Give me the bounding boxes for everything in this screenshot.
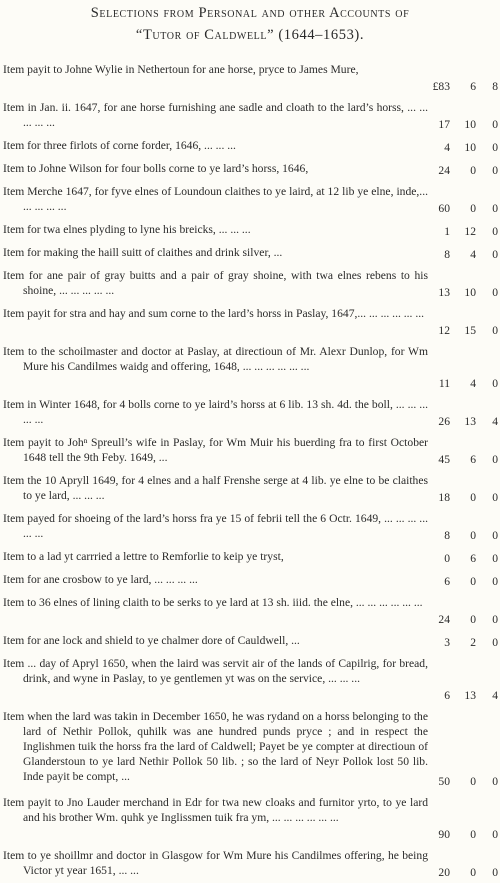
account-entry: [0, 792, 500, 845]
entry-text: Item payed for shoeing of the lard’s horss fra ye 15 of febrii tell the 6 Octr. 1649, ... ... ... ... ... ...: [3, 512, 428, 540]
entry-amount: [406, 117, 498, 132]
account-entry: [0, 653, 500, 706]
amount-pence: 0: [492, 118, 498, 131]
amount-pounds: 3: [444, 636, 450, 649]
amount-shillings: 2: [470, 636, 476, 649]
entry-amount: [406, 79, 498, 94]
entry-text: Item ... day of Apryl 1650, when the laird was servit air of the lands of Capilrig, for bread, drink, and wyne in Paslay, to ye gentlemen yt was on the service, ... ... ...: [3, 657, 428, 685]
amount-pounds: 26: [438, 415, 450, 428]
amount-pence: 0: [492, 775, 498, 788]
amount-shillings: 10: [464, 286, 476, 299]
amount-pounds: 90: [438, 828, 450, 841]
amount-pence: 0: [492, 575, 498, 588]
entry-text: Item for three firlots of corne forder, 1646, ... ... ...: [3, 139, 236, 152]
page-title: Selections from Personal and other Accounts of: [90, 5, 410, 21]
account-entry: [0, 59, 500, 97]
entry-amount: [406, 163, 498, 178]
amount-pence: 0: [492, 324, 498, 337]
entry-amount: [406, 551, 498, 566]
amount-pounds: 8: [444, 529, 450, 542]
amount-pence: 0: [492, 613, 498, 626]
amount-pounds: 17: [438, 118, 450, 131]
account-entry: [0, 135, 500, 158]
entry-text: Item the 10 Apryll 1649, for 4 elnes and a half Frenshe serge at 4 lib. ye elne to be claithes to ye lard, ... ... ...: [3, 474, 428, 502]
account-entry: [0, 219, 500, 242]
entry-amount: [406, 528, 498, 543]
entry-amount: [406, 774, 498, 789]
amount-shillings: 6: [470, 453, 476, 466]
amount-pounds: 11: [438, 377, 450, 390]
account-entry: [0, 569, 500, 592]
account-entry: [0, 546, 500, 569]
account-entry: [0, 158, 500, 181]
amount-shillings: 0: [470, 775, 476, 788]
amount-shillings: 13: [464, 415, 476, 428]
amount-shillings: 12: [464, 225, 476, 238]
amount-shillings: 0: [470, 202, 476, 215]
account-entries: [0, 59, 500, 883]
account-entry: [0, 341, 500, 394]
entry-text: Item in Winter 1648, for 4 bolls corne to ye laird’s horss at 6 lib. 13 sh. 4d. the boll, ... ... ... ... ...: [3, 398, 428, 426]
entry-text: Item payit to Jno Lauder merchand in Edr for twa new cloaks and furnitor yrto, to ye lard and his brother Wm. quhk ye Inglissmen tuik fra ym, ... ... ... ... ... ...: [3, 796, 428, 824]
amount-pounds: 4: [444, 141, 450, 154]
amount-pounds: 24: [438, 164, 450, 177]
entry-text: Item for making the haill suitt of claithes and drink silver, ...: [3, 246, 283, 259]
account-entry: [0, 592, 500, 630]
entry-amount: [406, 865, 498, 880]
entry-text: Item for ane lock and shield to ye chalmer dore of Cauldwell, ...: [3, 634, 300, 647]
amount-pence: 0: [492, 636, 498, 649]
amount-shillings: 4: [470, 377, 476, 390]
amount-pence: 0: [492, 552, 498, 565]
page-subtitle: “Tutor of Caldwell” (1644–1653).: [135, 27, 365, 43]
amount-shillings: 0: [470, 164, 476, 177]
amount-pence: 0: [492, 866, 498, 879]
amount-shillings: 15: [464, 324, 476, 337]
amount-pence: 0: [492, 164, 498, 177]
amount-pounds: 60: [438, 202, 450, 215]
account-entry: [0, 508, 500, 546]
account-entry: [0, 97, 500, 135]
entry-text: Item to ye shoillmr and doctor in Glasgow for Wm Mure his Candilmes offering, he being Victor yt year 1651, ... ...: [3, 849, 428, 877]
account-entry: [0, 630, 500, 653]
entry-amount: [406, 224, 498, 239]
amount-pounds: 6: [444, 575, 450, 588]
amount-shillings: 13: [464, 689, 476, 702]
entry-amount: [406, 574, 498, 589]
amount-pence: 0: [492, 453, 498, 466]
amount-pence: 0: [492, 225, 498, 238]
amount-shillings: 0: [470, 866, 476, 879]
amount-pence: 0: [492, 248, 498, 261]
account-entry: [0, 242, 500, 265]
amount-pence: 0: [492, 286, 498, 299]
amount-shillings: 0: [470, 613, 476, 626]
amount-shillings: 0: [470, 529, 476, 542]
entry-amount: [406, 635, 498, 650]
entry-text: Item to the schoilmaster and doctor at Paslay, at directioun of Mr. Alexr Dunlop, for Wm Mure his Candilmes waidg and offering, 1648, ... ... ... ... ... ...: [3, 345, 428, 373]
entry-text: Item for ane pair of gray buitts and a pair of gray shoine, with twa elnes rebens to his shoine, ... ... ... ... ...: [3, 269, 428, 297]
amount-pence: 0: [492, 141, 498, 154]
entry-amount: [406, 285, 498, 300]
amount-shillings: 0: [470, 828, 476, 841]
entry-amount: [406, 201, 498, 216]
amount-pence: 4: [492, 415, 498, 428]
amount-pounds: 45: [438, 453, 450, 466]
account-entry: [0, 706, 500, 792]
entry-amount: [406, 414, 498, 429]
entry-amount: [406, 612, 498, 627]
amount-pounds: £83: [432, 80, 450, 93]
amount-shillings: 10: [464, 141, 476, 154]
entry-amount: [406, 490, 498, 505]
amount-shillings: 0: [470, 575, 476, 588]
account-entry: [0, 303, 500, 341]
entry-text: Item for twa elnes plyding to lyne his breicks, ... ... ...: [3, 223, 251, 236]
entry-text: Item to 36 elnes of lining claith to be serks to ye lard at 13 sh. iiid. the elne, ... ... ... ... ... ...: [3, 596, 423, 609]
amount-pence: 8: [492, 80, 498, 93]
entry-text: Item payit to Johⁿ Spreull’s wife in Paslay, for Wm Muir his buerding fra to first October 1648 tell the 9th Feby. 1649, ...: [3, 436, 428, 464]
entry-amount: [406, 452, 498, 467]
amount-shillings: 0: [470, 491, 476, 504]
amount-pounds: 1: [444, 225, 450, 238]
account-entry: [0, 265, 500, 303]
entry-text: Item in Jan. ii. 1647, for ane horse furnishing ane sadle and cloath to the lard’s horss, ... ... ... ... ...: [3, 101, 428, 129]
amount-pounds: 20: [438, 866, 450, 879]
account-entry: [0, 470, 500, 508]
amount-pence: 0: [492, 529, 498, 542]
amount-pounds: 50: [438, 775, 450, 788]
entry-text: Item Merche 1647, for fyve elnes of Loundoun claithes to ye laird, at 12 lib ye elne, inde,... ... ... ... ...: [3, 185, 428, 213]
entry-amount: [406, 688, 498, 703]
entry-text: Item to Johne Wilson for four bolls corne to ye lard’s horss, 1646,: [3, 162, 309, 175]
amount-pence: 4: [492, 689, 498, 702]
account-entry: [0, 181, 500, 219]
amount-pounds: 8: [444, 248, 450, 261]
entry-text: Item when the lard was takin in December 1650, he was rydand on a horss belonging to the lard of Nethir Pollok, quhilk was ane hundred punds pryce ; and in respect the Inglishmen tuik the horss fra the lard of Caldwell; Payet be ye compter at directioun of Glanderstoun to ye lard Nethir Pollok 50 lib. ; so the lard of Neyr Pollok lost 50 lib. Inde payit be compt, ...: [3, 710, 428, 783]
account-entry: [0, 432, 500, 470]
amount-pounds: 24: [438, 613, 450, 626]
amount-pounds: 0: [444, 552, 450, 565]
amount-pounds: 18: [438, 491, 450, 504]
entry-text: Item for ane crosbow to ye lard, ... ... ... ...: [3, 573, 198, 586]
entry-amount: [406, 247, 498, 262]
amount-pounds: 12: [438, 324, 450, 337]
amount-pence: 0: [492, 202, 498, 215]
entry-amount: [406, 323, 498, 338]
account-entry: [0, 845, 500, 883]
amount-shillings: 10: [464, 118, 476, 131]
entry-text: Item payit for stra and hay and sum corne to the lard’s horss in Paslay, 1647,... ... ... ... ... ...: [3, 307, 425, 320]
amount-pounds: 6: [444, 689, 450, 702]
amount-pence: 0: [492, 491, 498, 504]
entry-amount: [406, 140, 498, 155]
amount-shillings: 6: [470, 80, 476, 93]
amount-shillings: 6: [470, 552, 476, 565]
amount-pence: 0: [492, 377, 498, 390]
entry-amount: [406, 827, 498, 842]
account-entry: [0, 394, 500, 432]
entry-text: Item payit to Johne Wylie in Nethertoun for ane horse, pryce to James Mure,: [3, 63, 359, 76]
amount-shillings: 4: [470, 248, 476, 261]
amount-pence: 0: [492, 828, 498, 841]
entry-text: Item to a lad yt carrried a lettre to Remforlie to keip ye tryst,: [3, 550, 284, 563]
amount-pounds: 13: [438, 286, 450, 299]
entry-amount: [406, 376, 498, 391]
